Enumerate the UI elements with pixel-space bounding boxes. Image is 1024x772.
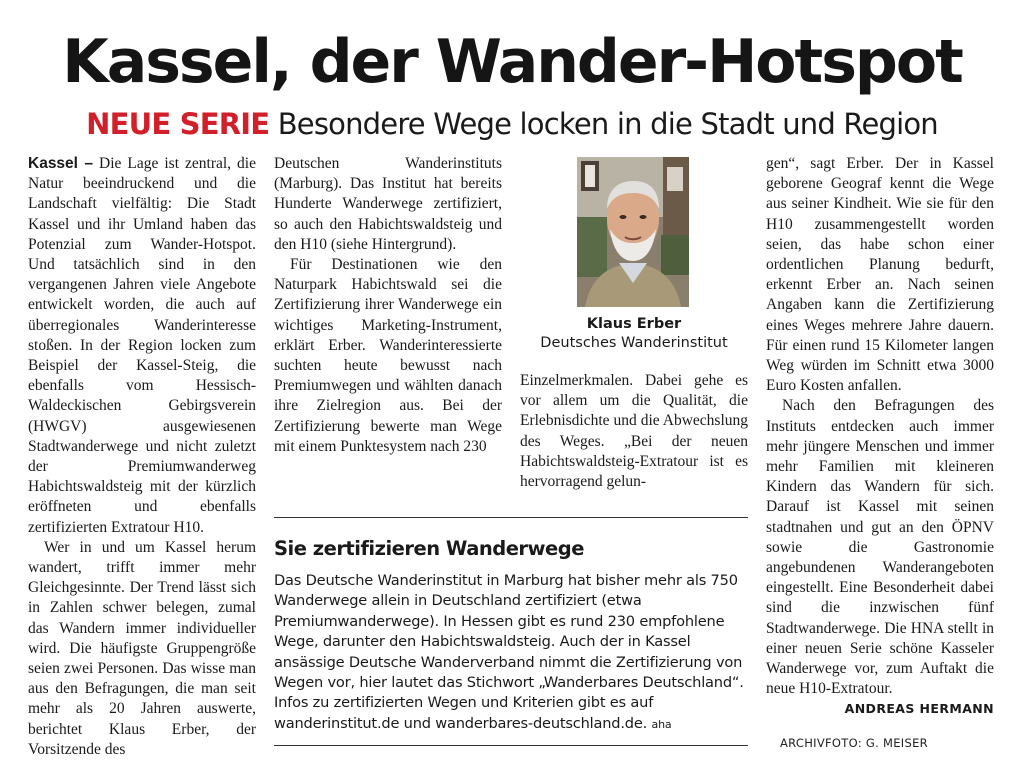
infobox-bottom-rule	[274, 745, 748, 746]
article-paragraph: Deutschen Wanderinstituts (Marburg). Das Institut hat bereits Hunderte Wanderwege zertifiziert, so auch den Habichtswaldsteig und den H10 (siehe Hintergrund).	[274, 155, 502, 253]
article-paragraph	[28, 154, 256, 538]
photo-credit: ARCHIVFOTO: G. MEISER	[780, 736, 928, 750]
portrait-photo	[577, 157, 689, 307]
author-byline: ANDREAS HERMANN	[844, 701, 994, 717]
article-paragraph	[766, 396, 994, 717]
infobox-text	[274, 571, 748, 735]
article-paragraph: Für Destinationen wie den Naturpark Habichtswald sei die Zertifizierung ihrer Wanderwege ein wichtiges Marketing-Instrument, erklärt Erber. Wanderinteressierte suchten heute bewusst nach Premiumwegen und wählten danach ihre Zielregion aus. Bei der Zertifizierung bewerte man Wege mit einem Punktesystem nach 230	[274, 256, 502, 455]
caption-name: Klaus Erber	[586, 316, 682, 332]
article-paragraph: Wer in und um Kassel herum wandert, trifft immer mehr Gleichgesinnte. Der Trend lässt sich in Zahlen schwer belegen, zumal das Wandern immer individueller wird. Die häufigste Gruppengröße seien zwei Personen. Das wisse man aus den Befragungen, die man seit mehr als 20 Jahren auswerte, berichtet Klaus Erber, der Vorsitzende des	[28, 538, 256, 758]
headline: Kassel, der Wander-Hotspot	[62, 27, 962, 97]
caption-organization: Deutsches Wanderinstitut	[540, 335, 728, 351]
article-column-1	[28, 154, 256, 760]
infobox-author-abbr: aha	[651, 717, 672, 731]
article-paragraph: gen“, sagt Erber. Der in Kassel geborene Geograf kennt die Wege aus seiner Kindheit. Wie sie für den H10 zusammengestellt worden seien, das habe schon einer ordentlichen Planung bedurft, erkennt Erber an. Nach seinen Angaben kann die Zertifizierung eines Weges mehrere Jahre dauern. Für einen rund 15 Kilometer langen Weg würden im Schnitt etwa 3000 Euro Kosten anfallen.	[766, 155, 994, 395]
article-text: Nach den Befragungen des Instituts entdecken auch immer mehr jüngere Menschen und immer mehr Familien mit kleineren Kindern das Wandern für sich. Darauf ist Kassel mit seinen stadtnahen und gut an den ÖPNV sowie die Gastronomie angebundenen Wanderangeboten eingestellt. Eine Besonderheit dabei sind die inzwischen fünf Stadtwanderwege. Die HNA stellt in einer neuen Serie schöne Kasseler Wanderwege vor, zum Auftakt die neue H10-Extratour.	[766, 397, 994, 698]
dateline: Kassel –	[28, 155, 94, 172]
article-column-2	[274, 154, 502, 457]
infobox-title: Sie zertifizieren Wanderwege	[274, 537, 584, 560]
portrait-photo-image	[577, 157, 689, 307]
series-kicker: NEUE SERIE	[86, 107, 270, 141]
subline	[0, 104, 1024, 144]
infobox-body: Das Deutsche Wanderinstitut in Marburg hat bisher mehr als 750 Wanderwege allein in Deutschland zertifiziert (etwa Premiumwanderwege). In Hessen gibt es rund 230 empfohlene Wege, darunter den Habichtswaldsteig. Auch der in Kassel ansässige Deutsche Wanderverband nimmt die Zertifizierung von Wegen vor, hier lautet das Stichwort „Wanderbares Deutschland“. Infos zu zertifizierten Wegen und Kriterien gibt es auf wanderinstitut.de und wanderbares-deutschland.de.	[274, 572, 744, 732]
infobox-top-rule	[274, 517, 748, 518]
subline-text: Besondere Wege locken in die Stadt und Region	[277, 107, 938, 141]
article-column-4	[766, 154, 994, 720]
article-column-3	[520, 371, 748, 492]
photo-caption	[520, 315, 748, 353]
article-paragraph: Einzelmerkmalen. Dabei gehe es vor allem um die Qualität, die Erlebnisdichte und die Abwechslung des Weges. „Bei der neuen Habichtswaldsteig-Extratour ist es hervorragend gelun-	[520, 372, 748, 491]
article-text: Die Lage ist zentral, die Natur beeindruckend und die Landschaft vielfältig: Die Stadt Kassel und ihr Umland haben das Potenzial zum Wander-Hotspot. Und tatsächlich sind in den vergangenen Jahren viele Angebote entwickelt worden, die auch auf überregionales Wanderinteresse stoßen. In der Region locken zum Beispiel der Kassel-Steig, die ebenfalls vom Hessisch-Waldeckischen Gebirgsverein (HWGV) ausgewiesenen Stadtwanderwege und nicht zuletzt der Premiumwanderweg Habichtswaldsteig mit der kürzlich eröffneten und ebenfalls zertifizierten Extratour H10.	[28, 155, 256, 536]
